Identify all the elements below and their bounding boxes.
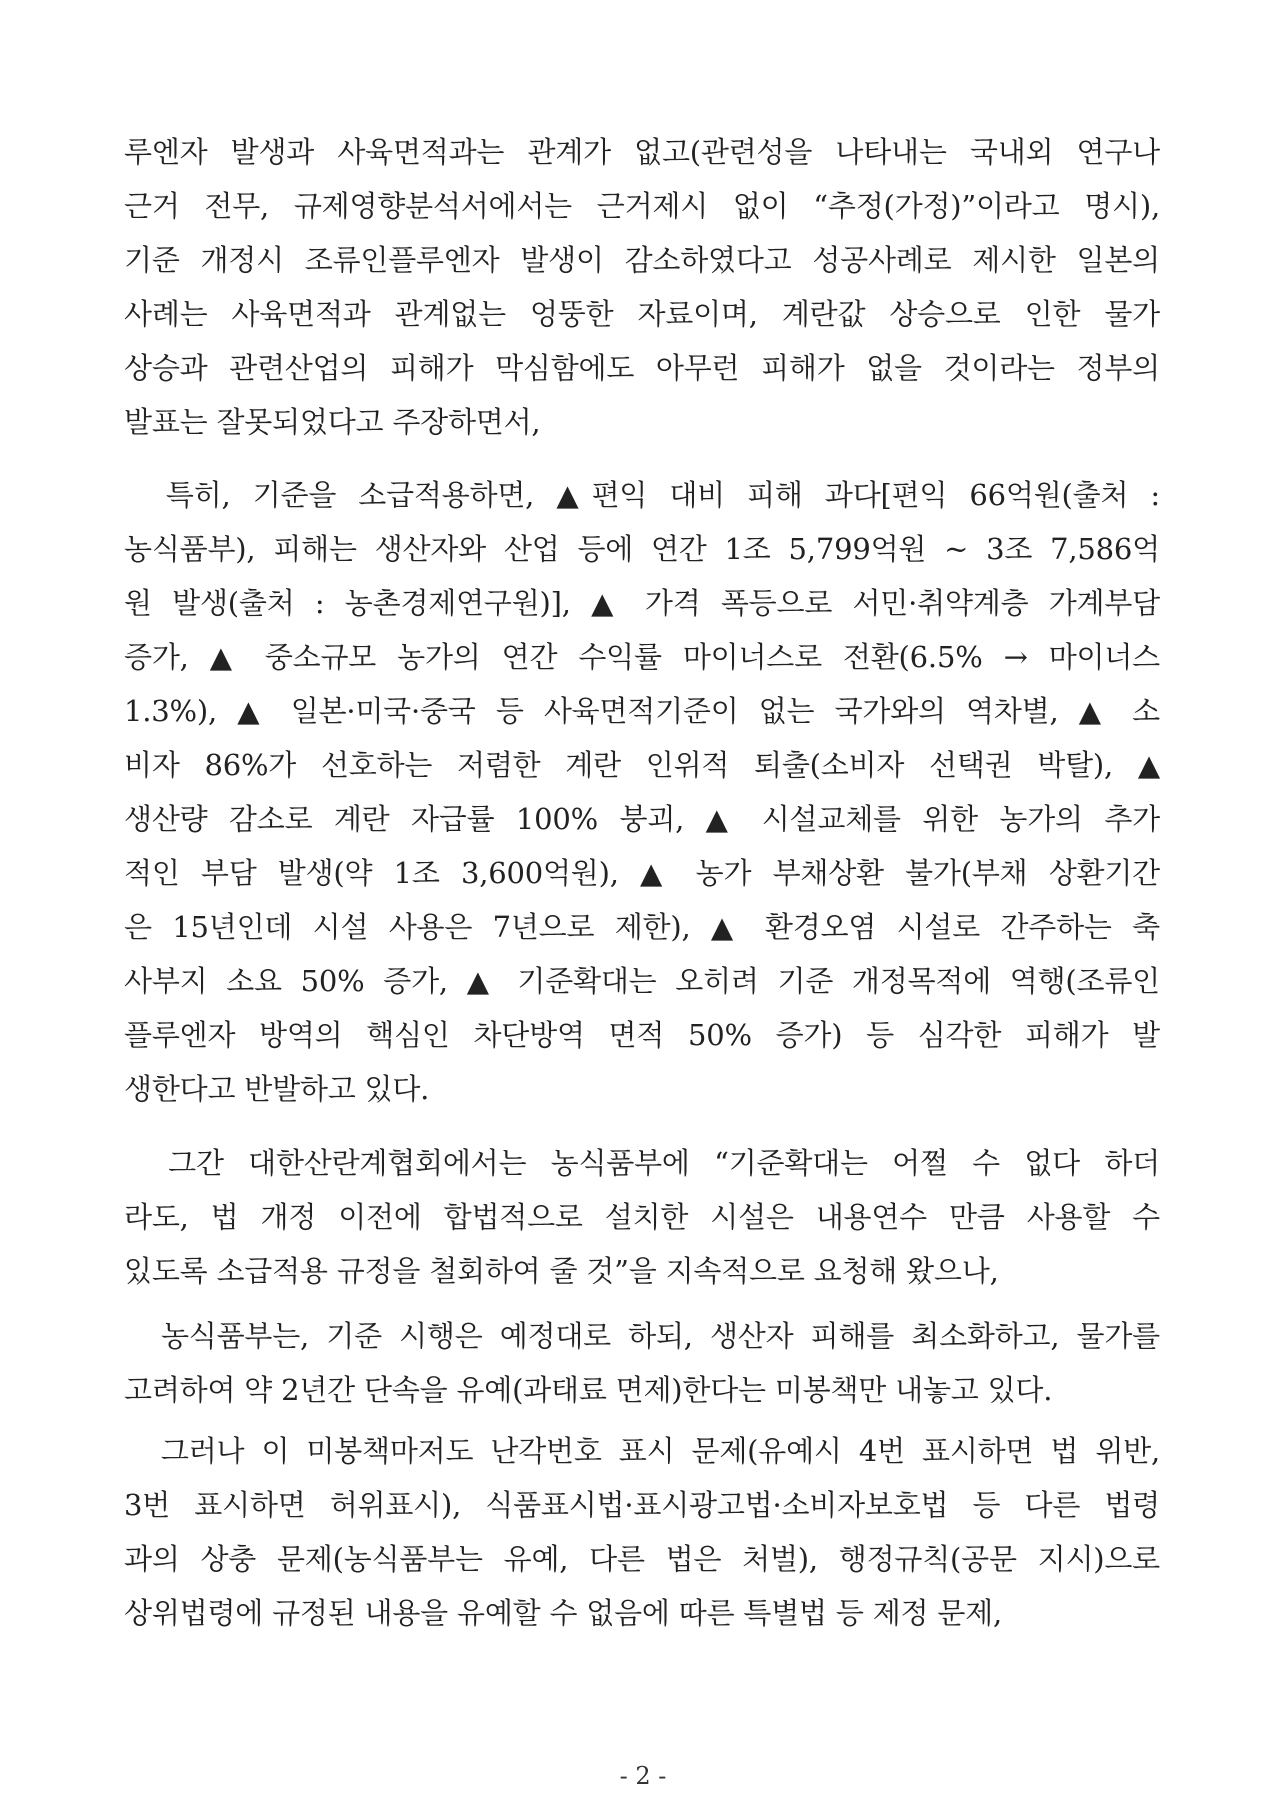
text-line: 발표는 잘못되었다고 주장하면서,	[124, 405, 541, 439]
text-line: 그러나 이 미봉책마저도 난각번호 표시 문제(유예시 4번 표시하면 법 위반,	[124, 1434, 1160, 1468]
text-line: 생한다고 반발하고 있다.	[124, 1072, 430, 1106]
text-line: 적인 부담 발생(약 1조 3,600억원), ▲ 농가 부채상환 불가(부채 상환기간	[124, 856, 1160, 890]
text-line: 상승과 관련산업의 피해가 막심함에도 아무런 피해가 없을 것이라는 정부의	[124, 351, 1160, 385]
text-line: 고려하여 약 2년간 단속을 유예(과태료 면제)한다는 미봉책만 내놓고 있다.	[124, 1373, 1053, 1407]
text-line: 농식품부), 피해는 생산자와 산업 등에 연간 1조 5,799억원 ~ 3조 7,586억	[124, 532, 1160, 566]
text-line: 특히, 기준을 소급적용하면, ▲편익 대비 피해 과다[편익 66억원(출처 :	[124, 478, 1160, 512]
text-line: 생산량 감소로 계란 자급률 100% 붕괴, ▲ 시설교체를 위한 농가의 추가	[124, 802, 1160, 836]
text-line: 상위법령에 규정된 내용을 유예할 수 없음에 따른 특별법 등 제정 문제,	[124, 1596, 1002, 1630]
text-line: 플루엔자 방역의 핵심인 차단방역 면적 50% 증가) 등 심각한 피해가 발	[124, 1018, 1160, 1052]
text-line: 비자 86%가 선호하는 저렴한 계란 인위적 퇴출(소비자 선택권 박탈), ▲	[124, 748, 1160, 782]
paragraph-continued	[124, 125, 1160, 449]
text-line: 기준 개정시 조류인플루엔자 발생이 감소하였다고 성공사례로 제시한 일본의	[124, 243, 1160, 277]
text-line: 그간 대한산란계협회에서는 농식품부에 “기준확대는 어쩔 수 없다 하더	[124, 1146, 1160, 1180]
text-line: 증가, ▲ 중소규모 농가의 연간 수익률 마이너스로 전환(6.5% → 마이너스	[124, 640, 1160, 674]
text-line: 과의 상충 문제(농식품부는 유예, 다른 법은 처벌), 행정규칙(공문 지시)으로	[124, 1542, 1160, 1576]
text-line: 루엔자 발생과 사육면적과는 관계가 없고(관련성을 나타내는 국내외 연구나	[124, 135, 1160, 169]
text-line: 원 발생(출처 : 농촌경제연구원)], ▲ 가격 폭등으로 서민·취약계층 가계부담	[124, 586, 1160, 620]
text-line: 1.3%), ▲ 일본·미국·중국 등 사육면적기준이 없는 국가와의 역차별, ▲ 소	[124, 694, 1160, 728]
paragraph-retroactive-damage	[124, 468, 1160, 1116]
paragraph-problems	[124, 1424, 1160, 1640]
text-line: 은 15년인데 시설 사용은 7년으로 제한), ▲ 환경오염 시설로 간주하는 축	[124, 910, 1160, 944]
page-number: - 2 -	[619, 1762, 667, 1790]
paragraph-association-request	[124, 1136, 1160, 1298]
text-line: 사례는 사육면적과 관계없는 엉뚱한 자료이며, 계란값 상승으로 인한 물가	[124, 297, 1160, 331]
text-line: 근거 전무, 규제영향분석서에서는 근거제시 없이 “추정(가정)”이라고 명시),	[124, 189, 1160, 223]
text-line: 사부지 소요 50% 증가, ▲ 기준확대는 오히려 기준 개정목적에 역행(조류인	[124, 964, 1160, 998]
text-line: 있도록 소급적용 규정을 철회하여 줄 것”을 지속적으로 요청해 왔으나,	[124, 1254, 999, 1288]
text-line: 라도, 법 개정 이전에 합법적으로 설치한 시설은 내용연수 만큼 사용할 수	[124, 1200, 1160, 1234]
text-line: 3번 표시하면 허위표시), 식품표시법·표시광고법·소비자보호법 등 다른 법령	[124, 1488, 1160, 1522]
paragraph-ministry-response	[124, 1309, 1160, 1417]
text-line: 농식품부는, 기준 시행은 예정대로 하되, 생산자 피해를 최소화하고, 물가를	[124, 1319, 1160, 1353]
